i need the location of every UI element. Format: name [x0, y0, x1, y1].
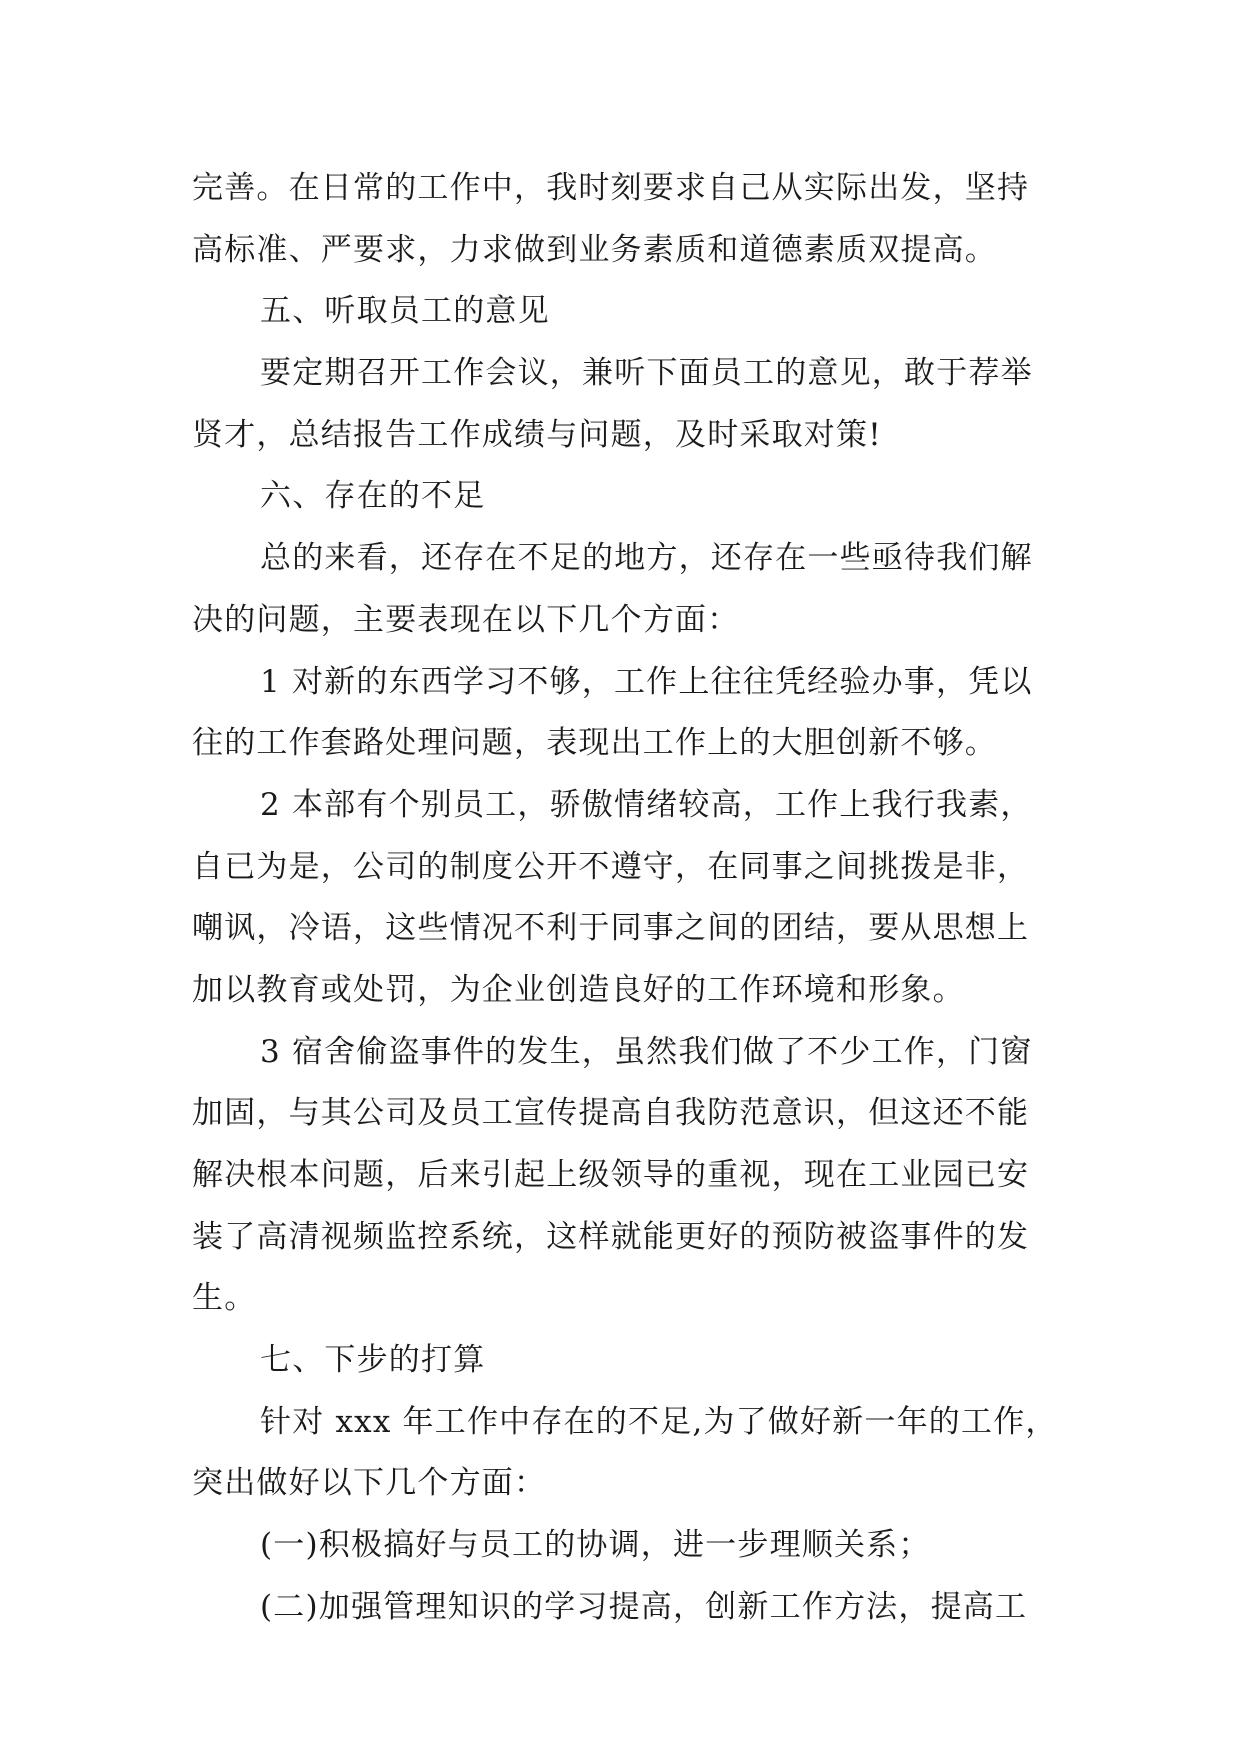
text-line: 突出做好以下几个方面：	[192, 1465, 547, 1502]
text-line: 要定期召开工作会议，兼听下面员工的意见，敢于荐举	[260, 355, 1033, 392]
document-body	[192, 158, 1058, 1639]
text-line: 加固，与其公司及员工宣传提高自我防范意识，但这还不能	[192, 1095, 1030, 1132]
text-line: 生。	[192, 1280, 257, 1317]
text-line: (二)加强管理知识的学习提高，创新工作方法，提高工	[260, 1588, 1028, 1625]
text-line: 解决根本问题，后来引起上级领导的重视，现在工业园已安	[192, 1157, 1030, 1193]
text-line: 七、下步的打算	[260, 1342, 486, 1379]
text-line: 高标准、严要求，力求做到业务素质和道德素质双提高。	[192, 231, 997, 268]
text-line: 嘲讽，冷语，这些情况不利于同事之间的团结，要从思想上	[192, 910, 1030, 947]
text-line: 五、听取员工的意见	[260, 293, 550, 330]
text-line: 往的工作套路处理问题，表现出工作上的大胆创新不够。	[192, 725, 997, 762]
text-line: (一)积极搞好与员工的协调，进一步理顺关系；	[260, 1527, 931, 1564]
text-line: 3 宿舍偷盗事件的发生，虽然我们做了不少工作，门窗	[260, 1033, 1033, 1070]
text-line: 贤才，总结报告工作成绩与问题，及时采取对策!	[192, 416, 882, 453]
text-line: 装了高清视频监控系统，这样就能更好的预防被盗事件的发	[192, 1218, 1030, 1255]
text-line: 加以教育或处罚，为企业创造良好的工作环境和形象。	[192, 971, 965, 1008]
text-line: 六、存在的不足	[260, 478, 486, 515]
text-line: 总的来看，还存在不足的地方，还存在一些亟待我们解	[260, 540, 1033, 577]
text-line: 2 本部有个别员工，骄傲情绪较高，工作上我行我素，	[260, 786, 1033, 823]
text-line: 决的问题，主要表现在以下几个方面：	[192, 601, 740, 638]
text-line: 1 对新的东西学习不够，工作上往往凭经验办事，凭以	[260, 663, 1033, 700]
text-line: 自已为是，公司的制度公开不遵守，在同事之间挑拨是非，	[192, 848, 1030, 885]
text-line: 完善。在日常的工作中，我时刻要求自己从实际出发，坚持	[192, 170, 1030, 206]
text-line: 针对 xxx 年工作中存在的不足,为了做好新一年的工作，	[260, 1403, 1058, 1440]
